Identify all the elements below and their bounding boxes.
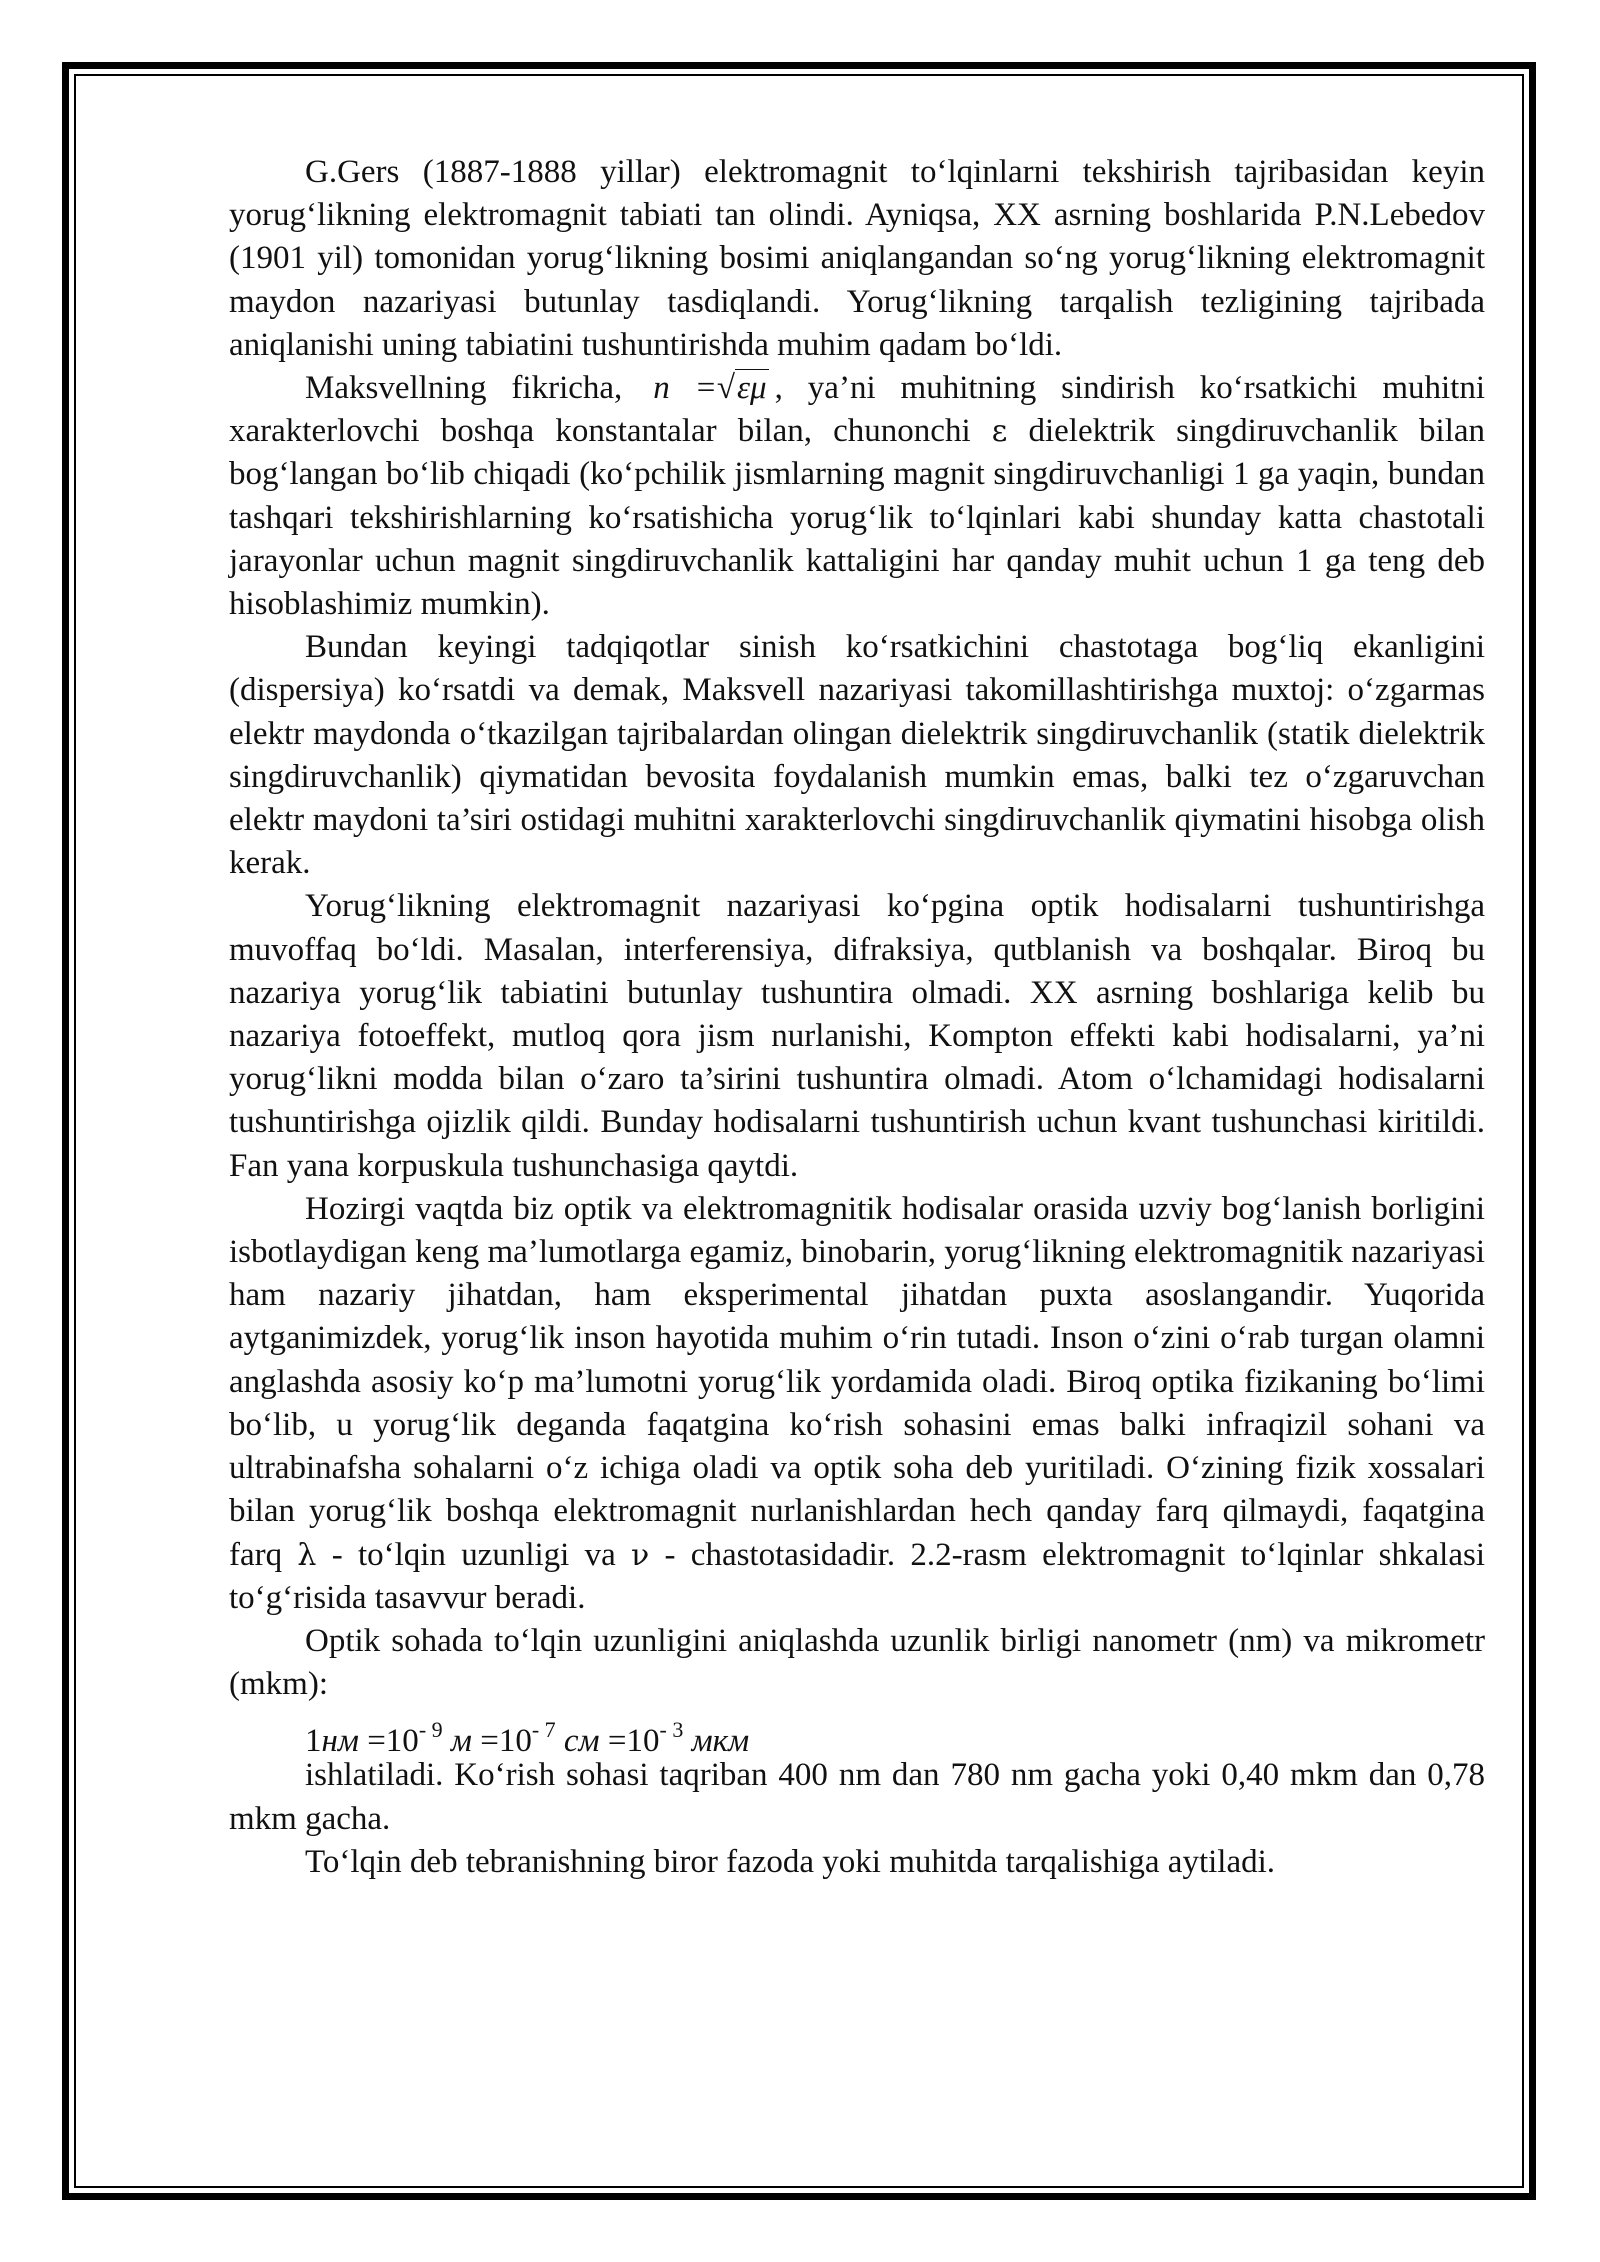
p5-mid-text: - to‘lqin uzunligi va: [331, 1536, 616, 1573]
p2-mid-text: , ya’ni muhitning sindirish ko‘rsatkichi muhitni xarakterlovchi boshqa konstantalar bilan, chunonchi: [229, 370, 1485, 450]
paragraph-4: Yorug‘likning elektromagnit nazariyasi ko‘pgina optik hodisalarni tushuntirishga muvoffaq bo‘ldi. Masalan, interferensiya, difraksiya, qutblanish va boshqalar. Biroq bu nazariya yorug‘lik tabiatini butunlay tushuntira olmadi. XX asrning boshlariga kelib bu nazariya fotoeffekt, mutloq qora jism nurlanishi, Kompton effekti kabi hodisalarni, ya’ni yorug‘likni modda bilan o‘zaro ta’sirini tushuntira olmadi. Atom o‘lchamidagi hodisalarni tushuntirishga ojizlik qildi. Bunday hodisalarni tushuntirish uchun kvant tushunchasi kiritildi. Fan yana korpuskula tushunchasiga qaytdi.: [229, 888, 1485, 1184]
eq-exp-3: - 3: [659, 1717, 684, 1743]
p5-tail-text: - chastotasidadir. 2.2-rasm elektromagnit to‘lqinlar shkalasi to‘g‘risida tasavvur beradi.: [229, 1536, 1485, 1616]
paragraph-7: ishlatiladi. Ko‘rish sohasi taqriban 400 nm dan 780 nm gacha yoki 0,40 mkm dan 0,78 mkm gacha.: [229, 1757, 1485, 1837]
refractive-index-formula: [647, 370, 774, 406]
eq-unit-m: м: [442, 1723, 472, 1760]
eq-equals-1: =10: [358, 1723, 419, 1760]
paragraph-6: Optik sohada to‘lqin uzunligini aniqlashda uzunlik birligi nanometr (nm) va mikrometr (mkm):: [229, 1622, 1485, 1703]
eq-unit-mkm: мкм: [683, 1723, 750, 1760]
paragraph-2: [229, 367, 1485, 626]
eq-exp-2: - 7: [531, 1717, 556, 1743]
epsilon-symbol: ε: [991, 414, 1008, 450]
paragraph-5: [229, 1188, 1485, 1620]
eq-unit-cm: см: [555, 1723, 600, 1760]
nu-symbol: ν: [631, 1537, 650, 1573]
eq-unit-nm: нм: [321, 1723, 359, 1760]
eq-one: 1: [305, 1723, 322, 1760]
p2-lead-text: Maksvellning fikricha,: [305, 370, 623, 407]
paragraph-8: To‘lqin deb tebranishning biror fazoda yoki muhitda tarqalishiga aytiladi.: [305, 1843, 1276, 1880]
unit-conversion-equation: [229, 1706, 1485, 1760]
lambda-symbol: λ: [297, 1537, 317, 1573]
document-body: [229, 151, 1485, 1884]
p5-lead-text: Hozirgi vaqtda biz optik va elektromagnitik hodisalar orasida uzviy bog‘lanish borligini isbotlaydigan keng ma’lumotlarga egamiz, binobarin, yorug‘likning elektromagnitik nazariyasi ham nazariy jihatdan, ham eksperimental jihatdan puxta asoslangandir. Yuqorida aytganimizdek, yorug‘lik inson hayotida muhim o‘rin tutadi. Inson o‘zini o‘rab turgan olamni anglashda asosiy ko‘p ma’lumotni yorug‘lik yordamida oladi. Biroq optika fizikaning bo‘limi bo‘lib, u yorug‘lik deganda faqatgina ko‘rish sohasini emas balki infraqizil sohani va ultrabinafsha sohalarni o‘z ichiga oladi va optik soha deb yuritiladi. O‘zining fizik xossalari bilan yorug‘lik boshqa elektromagnit nurlanishlardan hech qanday farq qilmaydi, faqatgina farq: [229, 1190, 1485, 1573]
eq-equals-3: =10: [599, 1723, 660, 1760]
paragraph-3: Bundan keyingi tadqiqotlar sinish ko‘rsatkichini chastotaga bog‘liq ekanligini (dispersiya) ko‘rsatdi va demak, Maksvell nazariyasi takomillashtirishga muxtoj: o‘zgarmas elektr maydonda o‘tkazilgan tajribalardan olingan dielektrik singdiruvchanlik (statik dielektrik singdiruvchanlik) qiymatidan bevosita foydalanish mumkin emas, balki tez o‘zgaruvchan elektr maydoni ta’siri ostidagi muhitni xarakterlovchi singdiruvchanlik qiymatini hisobga olish kerak.: [229, 629, 1485, 882]
paragraph-1: G.Gers (1887-1888 yillar) elektromagnit to‘lqinlarni tekshirish tajribasidan keyin yorug‘likning elektromagnit tabiati tan olindi. Ayniqsa, XX asrning boshlarida P.N.Lebedov (1901 yil) tomonidan yorug‘likning bosimi aniqlangandan so‘ng yorug‘likning elektromagnit maydon nazariyasi butunlay tasdiqlandi. Yorug‘likning tarqalish tezligining tajribada aniqlanishi uning tabiatini tushuntirishda muhim qadam bo‘ldi.: [229, 154, 1485, 363]
eq-exp-1: - 9: [418, 1717, 443, 1743]
p2-rest-text: dielektrik singdiruvchanlik bilan bog‘langan bo‘lib chiqadi (ko‘pchilik jismlarning magnit singdiruvchanligi 1 ga yaqin, bundan tashqari tekshirishlarning ko‘rsatishicha yorug‘lik to‘lqinlari kabi shunday katta chastotali jarayonlar uchun magnit singdiruvchanlik kattaligini har qanday muhit uchun 1 ga teng deb hisoblashimiz mumkin).: [229, 413, 1486, 623]
eq-equals-2: =10: [471, 1723, 532, 1760]
formula-radicand: εμ: [737, 370, 767, 407]
sqrt-symbol: √: [716, 370, 736, 407]
formula-lhs: n =: [653, 370, 717, 407]
